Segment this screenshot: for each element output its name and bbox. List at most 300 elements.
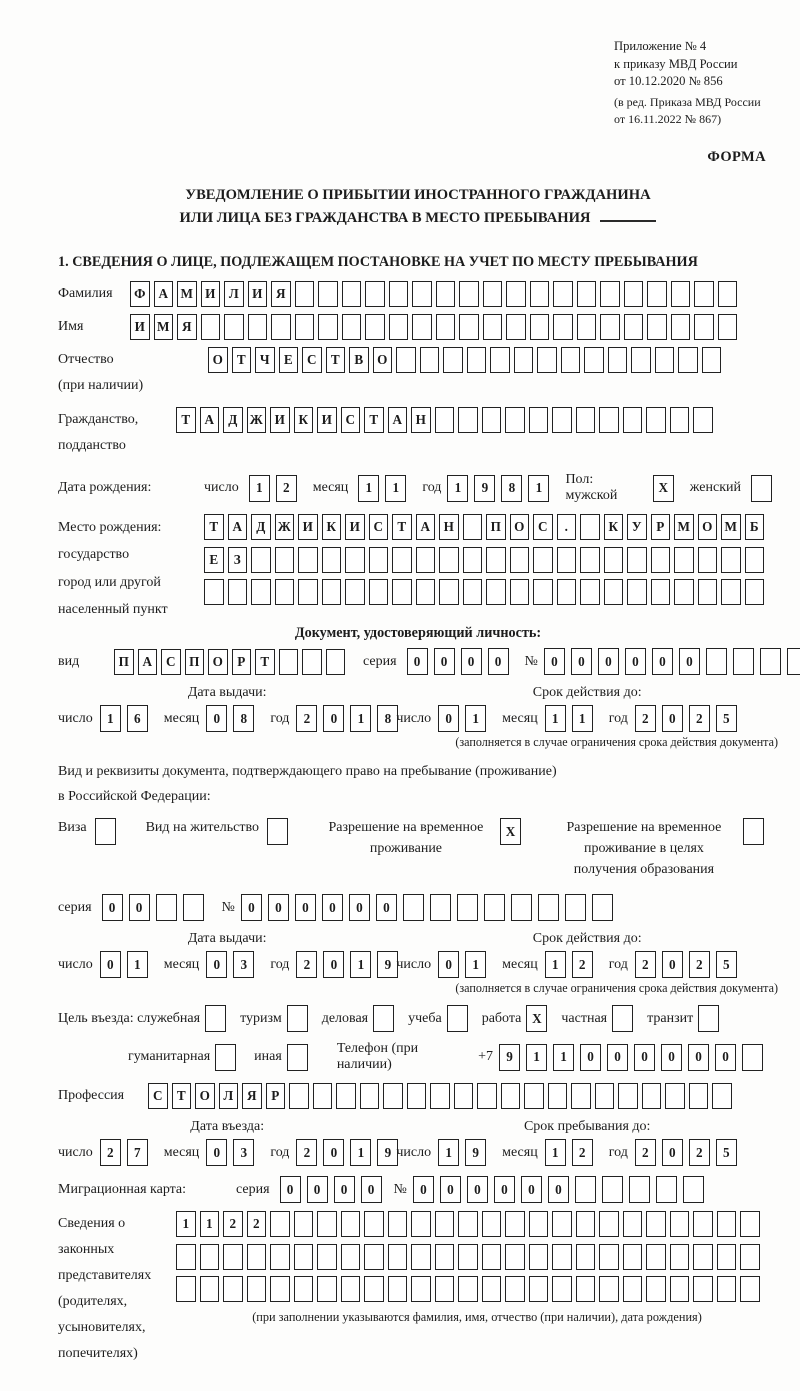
char-cell[interactable] [627, 579, 647, 605]
char-cell[interactable] [565, 894, 586, 921]
char-cell[interactable] [608, 347, 628, 373]
char-cell[interactable] [599, 1276, 619, 1302]
residence-issue-year-boxes[interactable] [296, 951, 404, 978]
char-cell[interactable]: 1 [350, 951, 371, 978]
char-cell[interactable]: 1 [545, 705, 566, 732]
char-cell[interactable]: А [200, 407, 220, 433]
char-cell[interactable]: И [130, 314, 150, 340]
char-cell[interactable] [458, 1276, 478, 1302]
char-cell[interactable] [576, 1244, 596, 1270]
char-cell[interactable]: 1 [100, 705, 121, 732]
char-cell[interactable]: 1 [350, 705, 371, 732]
char-cell[interactable] [576, 1276, 596, 1302]
char-cell[interactable]: Д [251, 514, 271, 540]
char-cell[interactable] [671, 281, 691, 307]
char-cell[interactable]: 1 [526, 1044, 547, 1071]
char-cell[interactable] [665, 1083, 685, 1109]
char-cell[interactable] [733, 648, 754, 675]
char-cell[interactable]: 2 [247, 1211, 267, 1237]
char-cell[interactable]: Т [204, 514, 224, 540]
birth-year-boxes[interactable] [447, 475, 555, 502]
char-cell[interactable] [745, 547, 765, 573]
char-cell[interactable] [670, 1244, 690, 1270]
char-cell[interactable]: 0 [571, 648, 592, 675]
char-cell[interactable] [674, 547, 694, 573]
char-cell[interactable]: 1 [572, 705, 593, 732]
char-cell[interactable]: 0 [334, 1176, 355, 1203]
identity-valid-year-boxes[interactable] [635, 705, 743, 732]
char-cell[interactable] [205, 1005, 226, 1032]
char-cell[interactable]: 0 [268, 894, 289, 921]
char-cell[interactable] [505, 1211, 525, 1237]
char-cell[interactable] [647, 314, 667, 340]
char-cell[interactable]: 0 [662, 705, 683, 732]
char-cell[interactable]: 9 [377, 951, 398, 978]
char-cell[interactable] [341, 1211, 361, 1237]
char-cell[interactable]: 0 [323, 1139, 344, 1166]
residence-permit-checkbox[interactable] [267, 818, 294, 845]
char-cell[interactable] [360, 1083, 380, 1109]
char-cell[interactable]: 6 [127, 705, 148, 732]
char-cell[interactable] [477, 1083, 497, 1109]
char-cell[interactable]: 9 [465, 1139, 486, 1166]
char-cell[interactable]: 1 [447, 475, 468, 502]
char-cell[interactable] [623, 1211, 643, 1237]
char-cell[interactable] [224, 314, 244, 340]
char-cell[interactable] [176, 1244, 196, 1270]
char-cell[interactable] [631, 347, 651, 373]
char-cell[interactable] [646, 1211, 666, 1237]
char-cell[interactable] [576, 407, 596, 433]
char-cell[interactable] [646, 1276, 666, 1302]
char-cell[interactable] [204, 579, 224, 605]
char-cell[interactable] [629, 1176, 650, 1203]
char-cell[interactable] [651, 579, 671, 605]
char-cell[interactable] [482, 1244, 502, 1270]
char-cell[interactable] [712, 1083, 732, 1109]
char-cell[interactable]: М [721, 514, 741, 540]
residence-seriya-boxes[interactable] [102, 894, 210, 921]
char-cell[interactable]: 0 [434, 648, 455, 675]
char-cell[interactable]: 2 [572, 1139, 593, 1166]
char-cell[interactable]: 1 [385, 475, 406, 502]
char-cell[interactable] [365, 314, 385, 340]
char-cell[interactable] [411, 1211, 431, 1237]
doc-kind-boxes[interactable] [114, 649, 345, 675]
char-cell[interactable] [721, 547, 741, 573]
char-cell[interactable] [642, 1083, 662, 1109]
char-cell[interactable]: 8 [501, 475, 522, 502]
purpose-sluzhebnaya-checkbox[interactable] [205, 1005, 232, 1032]
migration-seriya-boxes[interactable] [280, 1176, 388, 1203]
residence-valid-day-boxes[interactable] [438, 951, 492, 978]
char-cell[interactable] [322, 579, 342, 605]
char-cell[interactable]: 2 [296, 1139, 317, 1166]
char-cell[interactable] [430, 1083, 450, 1109]
purpose-inaya-checkbox[interactable] [287, 1044, 314, 1071]
char-cell[interactable]: 0 [521, 1176, 542, 1203]
char-cell[interactable]: 0 [715, 1044, 736, 1071]
char-cell[interactable] [295, 314, 315, 340]
char-cell[interactable] [486, 579, 506, 605]
char-cell[interactable]: 0 [440, 1176, 461, 1203]
char-cell[interactable] [435, 407, 455, 433]
char-cell[interactable] [439, 547, 459, 573]
char-cell[interactable] [646, 407, 666, 433]
char-cell[interactable] [717, 1276, 737, 1302]
sex-female-checkbox[interactable] [751, 475, 778, 502]
doc-number-boxes[interactable] [544, 648, 800, 675]
char-cell[interactable]: В [349, 347, 369, 373]
char-cell[interactable]: 1 [358, 475, 379, 502]
char-cell[interactable] [365, 281, 385, 307]
char-cell[interactable] [718, 281, 738, 307]
char-cell[interactable] [436, 314, 456, 340]
temp-residence-checkbox[interactable] [500, 818, 527, 845]
char-cell[interactable] [548, 1083, 568, 1109]
char-cell[interactable] [392, 547, 412, 573]
char-cell[interactable] [467, 347, 487, 373]
char-cell[interactable]: О [510, 514, 530, 540]
char-cell[interactable]: О [373, 347, 393, 373]
char-cell[interactable]: 0 [206, 1139, 227, 1166]
char-cell[interactable] [557, 579, 577, 605]
char-cell[interactable]: 0 [323, 705, 344, 732]
char-cell[interactable]: О [208, 649, 228, 675]
char-cell[interactable]: И [201, 281, 221, 307]
char-cell[interactable] [683, 1176, 704, 1203]
char-cell[interactable]: Т [255, 649, 275, 675]
char-cell[interactable] [251, 579, 271, 605]
phone-boxes[interactable] [499, 1044, 769, 1071]
char-cell[interactable]: 3 [233, 951, 254, 978]
char-cell[interactable] [694, 314, 714, 340]
char-cell[interactable]: 1 [350, 1139, 371, 1166]
char-cell[interactable] [271, 314, 291, 340]
char-cell[interactable] [322, 547, 342, 573]
char-cell[interactable] [599, 407, 619, 433]
char-cell[interactable]: А [154, 281, 174, 307]
char-cell[interactable]: 2 [635, 705, 656, 732]
char-cell[interactable] [506, 314, 526, 340]
char-cell[interactable] [392, 579, 412, 605]
char-cell[interactable]: 3 [233, 1139, 254, 1166]
char-cell[interactable] [369, 547, 389, 573]
char-cell[interactable] [656, 1176, 677, 1203]
char-cell[interactable] [275, 547, 295, 573]
char-cell[interactable] [599, 1211, 619, 1237]
char-cell[interactable] [678, 347, 698, 373]
char-cell[interactable]: 0 [661, 1044, 682, 1071]
char-cell[interactable] [318, 281, 338, 307]
char-cell[interactable] [389, 281, 409, 307]
char-cell[interactable] [247, 1276, 267, 1302]
char-cell[interactable] [463, 514, 483, 540]
char-cell[interactable]: Ж [275, 514, 295, 540]
char-cell[interactable]: О [698, 514, 718, 540]
char-cell[interactable] [702, 347, 722, 373]
char-cell[interactable] [580, 514, 600, 540]
char-cell[interactable] [721, 579, 741, 605]
char-cell[interactable]: 2 [689, 1139, 710, 1166]
char-cell[interactable]: 2 [689, 705, 710, 732]
char-cell[interactable] [647, 281, 667, 307]
char-cell[interactable] [742, 1044, 763, 1071]
char-cell[interactable] [336, 1083, 356, 1109]
char-cell[interactable] [457, 894, 478, 921]
char-cell[interactable] [740, 1276, 760, 1302]
char-cell[interactable] [670, 1211, 690, 1237]
char-cell[interactable] [530, 281, 550, 307]
char-cell[interactable]: Ф [130, 281, 150, 307]
char-cell[interactable] [529, 1276, 549, 1302]
char-cell[interactable] [533, 547, 553, 573]
char-cell[interactable] [183, 894, 204, 921]
representatives-row3-boxes[interactable] [176, 1276, 778, 1302]
char-cell[interactable] [270, 1211, 290, 1237]
char-cell[interactable] [95, 818, 116, 845]
char-cell[interactable] [459, 281, 479, 307]
birth-place-row1-boxes[interactable] [204, 514, 764, 540]
char-cell[interactable] [529, 1211, 549, 1237]
visa-checkbox[interactable] [95, 818, 122, 845]
char-cell[interactable] [580, 579, 600, 605]
char-cell[interactable]: 0 [102, 894, 123, 921]
char-cell[interactable]: . [557, 514, 577, 540]
char-cell[interactable]: Б [745, 514, 765, 540]
char-cell[interactable] [317, 1276, 337, 1302]
char-cell[interactable]: 0 [679, 648, 700, 675]
char-cell[interactable]: 1 [545, 951, 566, 978]
char-cell[interactable] [318, 314, 338, 340]
char-cell[interactable]: С [161, 649, 181, 675]
char-cell[interactable] [577, 314, 597, 340]
char-cell[interactable] [176, 1276, 196, 1302]
char-cell[interactable] [580, 547, 600, 573]
char-cell[interactable] [430, 894, 451, 921]
char-cell[interactable]: 0 [607, 1044, 628, 1071]
char-cell[interactable] [459, 314, 479, 340]
char-cell[interactable] [223, 1244, 243, 1270]
char-cell[interactable] [595, 1083, 615, 1109]
char-cell[interactable] [505, 1244, 525, 1270]
char-cell[interactable] [717, 1211, 737, 1237]
char-cell[interactable]: 0 [467, 1176, 488, 1203]
char-cell[interactable]: 0 [323, 951, 344, 978]
char-cell[interactable] [313, 1083, 333, 1109]
char-cell[interactable] [537, 347, 557, 373]
char-cell[interactable]: О [208, 347, 228, 373]
char-cell[interactable] [538, 894, 559, 921]
char-cell[interactable] [706, 648, 727, 675]
char-cell[interactable] [717, 1244, 737, 1270]
char-cell[interactable]: 1 [127, 951, 148, 978]
char-cell[interactable]: С [533, 514, 553, 540]
char-cell[interactable] [627, 547, 647, 573]
char-cell[interactable] [505, 1276, 525, 1302]
char-cell[interactable]: 8 [377, 705, 398, 732]
char-cell[interactable]: Т [172, 1083, 192, 1109]
char-cell[interactable] [287, 1044, 308, 1071]
entry-year-boxes[interactable] [296, 1139, 404, 1166]
char-cell[interactable] [552, 407, 572, 433]
char-cell[interactable] [458, 1244, 478, 1270]
char-cell[interactable]: Н [411, 407, 431, 433]
surname-boxes[interactable] [130, 281, 737, 307]
char-cell[interactable]: 0 [488, 648, 509, 675]
char-cell[interactable] [388, 1211, 408, 1237]
char-cell[interactable] [584, 347, 604, 373]
char-cell[interactable]: Д [223, 407, 243, 433]
char-cell[interactable]: 1 [553, 1044, 574, 1071]
char-cell[interactable]: 2 [572, 951, 593, 978]
char-cell[interactable] [600, 281, 620, 307]
char-cell[interactable]: Е [279, 347, 299, 373]
char-cell[interactable] [482, 1211, 502, 1237]
char-cell[interactable]: 0 [206, 951, 227, 978]
char-cell[interactable]: М [154, 314, 174, 340]
char-cell[interactable]: X [653, 475, 674, 502]
char-cell[interactable] [317, 1211, 337, 1237]
char-cell[interactable] [369, 579, 389, 605]
char-cell[interactable] [200, 1244, 220, 1270]
char-cell[interactable] [745, 579, 765, 605]
entry-day-boxes[interactable] [100, 1139, 154, 1166]
residence-issue-day-boxes[interactable] [100, 951, 154, 978]
char-cell[interactable]: И [345, 514, 365, 540]
purpose-ucheba-checkbox[interactable] [447, 1005, 474, 1032]
char-cell[interactable] [388, 1244, 408, 1270]
char-cell[interactable]: Ж [247, 407, 267, 433]
char-cell[interactable] [743, 818, 764, 845]
char-cell[interactable] [341, 1276, 361, 1302]
char-cell[interactable] [345, 579, 365, 605]
char-cell[interactable] [655, 347, 675, 373]
char-cell[interactable] [553, 281, 573, 307]
representatives-row2-boxes[interactable] [176, 1244, 778, 1270]
char-cell[interactable] [412, 281, 432, 307]
char-cell[interactable] [275, 579, 295, 605]
char-cell[interactable] [693, 1276, 713, 1302]
char-cell[interactable]: Я [177, 314, 197, 340]
char-cell[interactable]: И [317, 407, 337, 433]
char-cell[interactable]: Т [392, 514, 412, 540]
char-cell[interactable]: К [604, 514, 624, 540]
residence-valid-year-boxes[interactable] [635, 951, 743, 978]
char-cell[interactable]: 0 [206, 705, 227, 732]
char-cell[interactable] [575, 1176, 596, 1203]
char-cell[interactable] [270, 1244, 290, 1270]
char-cell[interactable] [671, 314, 691, 340]
char-cell[interactable] [600, 314, 620, 340]
char-cell[interactable]: П [185, 649, 205, 675]
char-cell[interactable] [389, 314, 409, 340]
char-cell[interactable] [552, 1244, 572, 1270]
char-cell[interactable] [602, 1176, 623, 1203]
char-cell[interactable]: 1 [465, 951, 486, 978]
char-cell[interactable] [553, 314, 573, 340]
char-cell[interactable] [623, 407, 643, 433]
char-cell[interactable] [623, 1276, 643, 1302]
identity-issue-day-boxes[interactable] [100, 705, 154, 732]
residence-issue-month-boxes[interactable] [206, 951, 260, 978]
char-cell[interactable] [529, 407, 549, 433]
char-cell[interactable]: 0 [100, 951, 121, 978]
char-cell[interactable]: 2 [689, 951, 710, 978]
char-cell[interactable]: 0 [361, 1176, 382, 1203]
char-cell[interactable] [223, 1276, 243, 1302]
char-cell[interactable]: Р [651, 514, 671, 540]
char-cell[interactable]: Я [242, 1083, 262, 1109]
char-cell[interactable]: 0 [494, 1176, 515, 1203]
char-cell[interactable] [200, 1276, 220, 1302]
char-cell[interactable] [411, 1276, 431, 1302]
char-cell[interactable]: Т [326, 347, 346, 373]
char-cell[interactable] [533, 579, 553, 605]
char-cell[interactable] [670, 1276, 690, 1302]
char-cell[interactable]: Ч [255, 347, 275, 373]
char-cell[interactable]: 9 [474, 475, 495, 502]
char-cell[interactable]: Л [224, 281, 244, 307]
char-cell[interactable]: 0 [662, 1139, 683, 1166]
identity-issue-year-boxes[interactable] [296, 705, 404, 732]
char-cell[interactable] [561, 347, 581, 373]
char-cell[interactable]: 0 [634, 1044, 655, 1071]
char-cell[interactable] [604, 547, 624, 573]
char-cell[interactable] [486, 547, 506, 573]
char-cell[interactable] [506, 281, 526, 307]
char-cell[interactable] [267, 818, 288, 845]
char-cell[interactable]: Н [439, 514, 459, 540]
char-cell[interactable] [326, 649, 346, 675]
char-cell[interactable]: М [674, 514, 694, 540]
char-cell[interactable]: X [500, 818, 521, 845]
char-cell[interactable]: 2 [100, 1139, 121, 1166]
char-cell[interactable] [501, 1083, 521, 1109]
char-cell[interactable]: 0 [280, 1176, 301, 1203]
citizenship-boxes[interactable] [176, 407, 713, 433]
char-cell[interactable]: 0 [129, 894, 150, 921]
char-cell[interactable]: А [388, 407, 408, 433]
birth-place-row3-boxes[interactable] [204, 579, 764, 605]
char-cell[interactable]: 0 [307, 1176, 328, 1203]
char-cell[interactable]: И [270, 407, 290, 433]
char-cell[interactable] [689, 1083, 709, 1109]
char-cell[interactable] [651, 547, 671, 573]
char-cell[interactable]: Т [176, 407, 196, 433]
char-cell[interactable] [693, 407, 713, 433]
purpose-tranzit-checkbox[interactable] [698, 1005, 725, 1032]
char-cell[interactable] [412, 314, 432, 340]
migration-number-boxes[interactable] [413, 1176, 710, 1203]
char-cell[interactable]: 0 [598, 648, 619, 675]
char-cell[interactable]: 0 [688, 1044, 709, 1071]
identity-valid-day-boxes[interactable] [438, 705, 492, 732]
char-cell[interactable] [529, 1244, 549, 1270]
char-cell[interactable] [251, 547, 271, 573]
char-cell[interactable] [624, 314, 644, 340]
char-cell[interactable]: 5 [716, 705, 737, 732]
entry-month-boxes[interactable] [206, 1139, 260, 1166]
char-cell[interactable] [751, 475, 772, 502]
char-cell[interactable] [698, 547, 718, 573]
char-cell[interactable]: 0 [407, 648, 428, 675]
char-cell[interactable] [552, 1211, 572, 1237]
char-cell[interactable] [287, 1005, 308, 1032]
char-cell[interactable] [416, 579, 436, 605]
char-cell[interactable]: 8 [233, 705, 254, 732]
char-cell[interactable] [740, 1244, 760, 1270]
